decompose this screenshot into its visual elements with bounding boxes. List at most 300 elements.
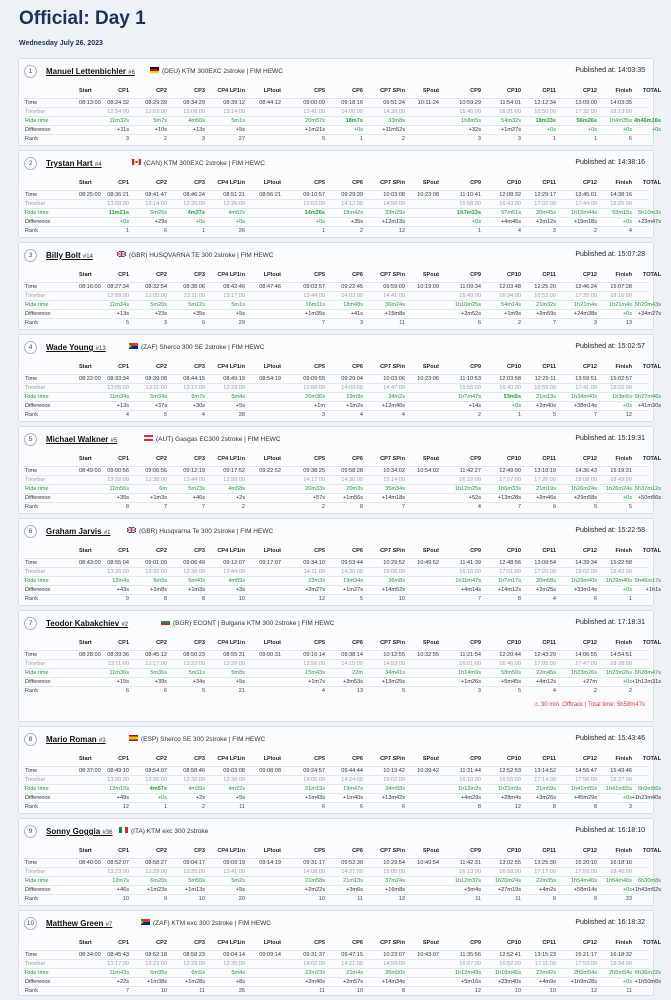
cell: 5m7s <box>153 118 167 124</box>
cell: 10:29:54 <box>383 860 405 866</box>
column-header: CP3 <box>194 272 205 278</box>
cell: 09:31:17 <box>303 860 325 866</box>
cell: 3 <box>321 412 325 418</box>
cell: +5s <box>235 679 245 685</box>
cell: 58m50s <box>501 670 521 676</box>
column-header: CP11 <box>542 272 556 278</box>
difference-row <box>19 218 661 226</box>
cell: 09:31:37 <box>303 952 325 958</box>
cell: 08:34:29 <box>183 100 205 106</box>
rider-name-link[interactable] <box>46 527 111 536</box>
cell: 6h9m56s <box>637 786 661 792</box>
cell: 11:31:44 <box>459 768 481 774</box>
cell: 17:02:00 <box>534 201 556 207</box>
cell: 13:41:00 <box>303 109 325 115</box>
cell: 09:52:30 <box>341 860 363 866</box>
rider-name-link[interactable] <box>46 619 128 628</box>
cell: 1 <box>125 228 129 234</box>
cell: +13s <box>192 127 205 133</box>
row-label: Ride time <box>25 118 49 124</box>
column-header: CP3 <box>194 940 205 946</box>
published-time: Published at: 15:02:57 <box>575 343 645 350</box>
cell: 5m20s <box>150 302 167 308</box>
cell: 3 <box>201 136 205 142</box>
column-header: CP9 <box>470 940 481 946</box>
column-header-row <box>19 87 661 95</box>
cell: +2m27s <box>304 587 325 593</box>
cell: 6 <box>628 136 632 142</box>
cell: 1 <box>552 136 556 142</box>
cell: 10:23:06 <box>417 376 439 382</box>
cell: 3 <box>359 320 363 326</box>
rider-name-link[interactable] <box>46 735 106 744</box>
cell: 4 <box>552 688 556 694</box>
cell: 15:21:17 <box>575 952 597 958</box>
cell: 5 <box>552 412 556 418</box>
cell: 11 <box>239 804 245 810</box>
cell: 7 <box>201 504 205 510</box>
column-header: TOTAL <box>642 848 661 854</box>
cell: +1m7s <box>308 679 325 685</box>
cell: 14:03:35 <box>610 100 632 106</box>
cell: 08:45:12 <box>145 652 167 658</box>
row-label: Rank <box>25 228 39 234</box>
row-label: Ride time <box>25 486 49 492</box>
cell: 13:15:23 <box>534 952 556 958</box>
cell: +49s <box>116 795 129 801</box>
cell: +1m9s <box>504 311 521 317</box>
rank-row <box>19 687 655 695</box>
cell: +1m40s <box>342 795 363 801</box>
cell: +2m46s <box>535 495 556 501</box>
cell: +19m18s <box>573 219 597 225</box>
cell: 20m58s <box>536 578 556 584</box>
cell: +5s <box>235 887 245 893</box>
cell: 12 <box>398 228 405 234</box>
cell: 1 <box>593 136 597 142</box>
cell: 09:17:07 <box>259 560 281 566</box>
cell: +0s <box>511 403 521 409</box>
cell: 18:43:00 <box>610 569 632 575</box>
published-time: Published at: 16:18:32 <box>575 919 645 926</box>
cell: 18:34:00 <box>610 961 632 967</box>
rider-bike: KTM exc 300 2stroke <box>146 828 209 835</box>
difference-row <box>19 586 661 594</box>
cell: 08:34:00 <box>79 952 101 958</box>
cell: 16:22:00 <box>459 477 481 483</box>
cell: 18m33s <box>535 118 556 124</box>
published-time: Published at: 15:19:31 <box>575 435 645 442</box>
cell: 16:01:00 <box>459 661 481 667</box>
start-number: #13 <box>95 346 106 352</box>
cell: 13:32:00 <box>107 477 129 483</box>
cell: 6m35s <box>150 970 167 976</box>
column-header: CP2 <box>156 88 167 94</box>
rider-name: Billy Bolt <box>46 251 81 260</box>
cell: 54m14s <box>501 302 521 308</box>
cell: 15:55:00 <box>459 385 481 391</box>
column-header: Finish <box>615 756 632 762</box>
row-label: Time <box>25 560 38 566</box>
row-label: Timebar <box>25 201 46 207</box>
cell: 6 <box>125 688 129 694</box>
cell: 21m58s <box>305 878 325 884</box>
cell: 36m8s <box>388 578 405 584</box>
rider-bike: ECONT | Bulgaria KTM 300 2stroke | FIM HEWC <box>193 620 335 627</box>
column-header: CP12 <box>583 272 597 278</box>
start-number: #7 <box>105 922 113 928</box>
cell: 17:01:00 <box>499 569 521 575</box>
cell: 14:24:00 <box>341 777 363 783</box>
cell: 12:25:11 <box>534 376 556 382</box>
cell: +13s <box>116 311 129 317</box>
cell: 11:42:27 <box>459 468 481 474</box>
column-header: CP3 <box>194 456 205 462</box>
column-header: CP10 <box>507 940 521 946</box>
cell: +52s <box>468 495 481 501</box>
column-header: CP10 <box>507 756 521 762</box>
row-label: Difference <box>25 679 51 685</box>
column-header: CP11 <box>542 364 556 370</box>
cell: 1h6m33s <box>497 486 521 492</box>
row-label: Rank <box>25 412 39 418</box>
column-header: CP3 <box>194 848 205 854</box>
column-header: CP12 <box>583 640 597 646</box>
cell: 09:00:31 <box>259 652 281 658</box>
cell: 17:53:00 <box>575 961 597 967</box>
column-header: CP4 LP1in <box>217 364 245 370</box>
column-header: CP12 <box>583 756 597 762</box>
cell: 15:46:00 <box>459 109 481 115</box>
cell: 08:40:00 <box>79 860 101 866</box>
column-header: CP3 <box>194 180 205 186</box>
column-header: CP10 <box>507 848 521 854</box>
cell: +27m <box>582 679 597 685</box>
cell: 5h10m3s <box>637 210 661 216</box>
column-header: CP5 <box>314 848 325 854</box>
cell: 11 <box>475 896 481 902</box>
cell: 08:44:12 <box>259 100 281 106</box>
cell: +37s <box>154 403 167 409</box>
cell: 17:44:00 <box>575 201 597 207</box>
cell: 13:35:00 <box>223 961 245 967</box>
time-row <box>19 467 655 475</box>
column-header: CP1 <box>118 456 129 462</box>
column-header: CP9 <box>470 640 481 646</box>
cell: 1h12m37s <box>454 878 481 884</box>
rider-name-link[interactable] <box>46 343 106 352</box>
cell: 4m37s <box>187 210 205 216</box>
rider-name: Graham Jarvis <box>46 527 102 536</box>
cell: +2m40s <box>535 403 556 409</box>
column-header: Start <box>79 88 92 94</box>
column-header: CP5 <box>314 364 325 370</box>
cell: 1h12m2s <box>457 786 481 792</box>
cell: 10 <box>238 596 245 602</box>
cell: 08:56:21 <box>259 192 281 198</box>
row-label: Rank <box>25 988 39 994</box>
rider-card <box>18 150 661 238</box>
cell: 21m4s <box>346 970 363 976</box>
row-label: Rank <box>25 504 39 510</box>
row-label: Time <box>25 860 38 866</box>
time-row <box>19 767 655 775</box>
flag-icon <box>127 527 136 533</box>
column-header: CP5 <box>314 940 325 946</box>
column-header: CP11 <box>542 180 556 186</box>
cell: 17:05:00 <box>534 661 556 667</box>
row-label: Time <box>25 952 38 958</box>
cell: +29m58s <box>573 495 597 501</box>
cell: 2 <box>163 136 167 142</box>
cell: 1h21m4s <box>573 302 597 308</box>
cell: 10:54:02 <box>417 468 439 474</box>
cell: 28 <box>238 412 245 418</box>
cell: +0s <box>587 127 597 133</box>
start-number: #5 <box>110 438 118 444</box>
cell: +2m46s <box>304 979 325 985</box>
cell: 3 <box>477 136 481 142</box>
rider-info <box>141 920 271 927</box>
cell: 08:32:54 <box>145 284 167 290</box>
column-header-row <box>19 847 661 855</box>
rider-country: (ITA) <box>131 828 145 835</box>
row-label: Timebar <box>25 661 46 667</box>
cell: 12 <box>590 988 597 994</box>
cell: 4 <box>125 412 129 418</box>
cell: 22m23s <box>305 970 325 976</box>
cell: 08:43:00 <box>79 560 101 566</box>
rider-name-link[interactable] <box>46 435 117 444</box>
column-header: CP7 SPin <box>380 640 405 646</box>
cell: 12:59:00 <box>107 293 129 299</box>
cell: 09:12:19 <box>183 468 205 474</box>
column-header: CP1 <box>118 548 129 554</box>
ride-time-row <box>19 301 661 309</box>
flag-icon <box>129 735 138 741</box>
cell: 14:12:00 <box>341 201 363 207</box>
column-header: CP11 <box>542 640 556 646</box>
cell: 15:43:46 <box>610 768 632 774</box>
cell: 6m5s <box>191 970 205 976</box>
cell: 10:34:02 <box>383 468 405 474</box>
cell: 08:29:39 <box>145 100 167 106</box>
cell: 15m43s <box>305 670 325 676</box>
rider-name-link[interactable] <box>46 67 135 76</box>
cell: 15:49:00 <box>459 293 481 299</box>
column-header: CP11 <box>542 88 556 94</box>
cell: 13:29:00 <box>223 661 245 667</box>
column-header: CP6 <box>352 272 363 278</box>
cell: 14:41:00 <box>383 293 405 299</box>
position-badge: 3 <box>24 249 37 262</box>
time-row <box>19 559 655 567</box>
cell: 5h27m46s <box>634 394 661 400</box>
page-date: Wednesday July 26. 2023 <box>19 40 103 47</box>
column-header: CP2 <box>156 272 167 278</box>
cell: 21m13s <box>536 394 556 400</box>
cell: 4 <box>628 228 632 234</box>
rider-bike: HUSQVARNA TE 300 2stroke | FIM HEWC <box>149 252 274 259</box>
cell: +0s <box>195 219 205 225</box>
cell: 10 <box>549 988 556 994</box>
cell: 09:58:28 <box>341 468 363 474</box>
cell: 2 <box>477 412 481 418</box>
column-header: Finish <box>615 640 632 646</box>
rider-name-link[interactable] <box>46 159 102 168</box>
cell: 6 <box>163 688 167 694</box>
cell: 12:29:17 <box>534 192 556 198</box>
cell: 11:09:34 <box>459 284 481 290</box>
cell: 34m2s <box>388 394 405 400</box>
cell: 08:51:21 <box>223 192 245 198</box>
flag-icon <box>129 343 138 349</box>
cell: +50m56s <box>637 495 661 501</box>
ride-time-row <box>19 577 661 585</box>
cell: 10 <box>356 988 363 994</box>
cell: 17:35:00 <box>575 293 597 299</box>
cell: 18:02:00 <box>575 569 597 575</box>
cell: +3m26s <box>535 795 556 801</box>
rider-name-link[interactable] <box>46 919 112 928</box>
cell: 4 <box>477 504 481 510</box>
cell: 17:11:00 <box>534 961 556 967</box>
cell: +29s <box>154 219 167 225</box>
cell: 5 <box>401 688 405 694</box>
cell: 2 <box>628 688 632 694</box>
cell: 5 <box>201 688 205 694</box>
column-header: CP4 LP1in <box>217 180 245 186</box>
rider-name-link[interactable] <box>46 251 93 260</box>
rider-name: Manuel Lettenbichler <box>46 67 127 76</box>
cell: +0s <box>622 403 632 409</box>
cell: 08:41:47 <box>145 192 167 198</box>
cell: 11 <box>515 896 521 902</box>
column-header: CP7 SPin <box>380 756 405 762</box>
row-label: Timebar <box>25 961 46 967</box>
column-header: Start <box>79 848 92 854</box>
row-label: Difference <box>25 979 51 985</box>
cell: 29 <box>238 320 245 326</box>
cell: 5m34s <box>150 394 167 400</box>
cell: +0s <box>651 127 661 133</box>
cell: 14:17:00 <box>303 477 325 483</box>
rider-info <box>150 68 283 75</box>
rider-name-link[interactable] <box>46 827 112 836</box>
column-header: CP3 <box>194 640 205 646</box>
cell: 1h12m49s <box>454 970 481 976</box>
cell: +0s <box>622 311 632 317</box>
cell: 14:36:00 <box>341 477 363 483</box>
cell: 12:52:41 <box>499 952 521 958</box>
cell: 5m40s <box>188 578 205 584</box>
cell: 14:11:00 <box>303 569 325 575</box>
cell: 11m56s <box>109 486 129 492</box>
cell: 10:03:06 <box>383 376 405 382</box>
column-header: CP1 <box>118 756 129 762</box>
column-header: CP2 <box>156 848 167 854</box>
cell: 20m3s <box>346 486 363 492</box>
cell: 15:05:00 <box>383 869 405 875</box>
column-header: CP3 <box>194 756 205 762</box>
cell: +4m29s <box>460 795 481 801</box>
cell: 1h14m9s <box>457 670 481 676</box>
column-header: CP2 <box>156 940 167 946</box>
cell: 3 <box>125 136 129 142</box>
rider-name: Mario Roman <box>46 735 97 744</box>
timebar-row <box>19 568 655 576</box>
cell: 16m11s <box>305 302 325 308</box>
row-label: Time <box>25 652 38 658</box>
cell: +13m42s <box>381 795 405 801</box>
cell: 13:11:00 <box>183 293 205 299</box>
cell: +34s <box>192 679 205 685</box>
column-header: CP3 <box>194 364 205 370</box>
cell: 18:13:00 <box>610 109 632 115</box>
cell: +35s <box>350 219 363 225</box>
cell: 14:47:00 <box>383 385 405 391</box>
column-header: CP10 <box>507 88 521 94</box>
column-header: CP6 <box>352 456 363 462</box>
cell: 6 <box>359 804 363 810</box>
cell: 14m36s <box>304 210 325 216</box>
cell: +1m38s <box>146 979 167 985</box>
cell: 7 <box>401 504 405 510</box>
cell: 21m32s <box>536 302 556 308</box>
column-header: CP7 SPin <box>380 548 405 554</box>
cell: 13:26:00 <box>145 777 167 783</box>
cell: 3 <box>517 136 521 142</box>
row-label: Ride time <box>25 970 49 976</box>
cell: 08:54:19 <box>259 376 281 382</box>
cell: 36m24s <box>385 302 405 308</box>
cell: 13:45:01 <box>575 192 597 198</box>
column-header: SPout <box>422 548 439 554</box>
cell: 16:10:00 <box>459 777 481 783</box>
cell: 12 <box>514 804 521 810</box>
cell: +43s <box>116 587 129 593</box>
row-label: Ride time <box>25 786 49 792</box>
cell: +0s <box>622 587 632 593</box>
ride-time-row <box>19 209 661 217</box>
cell: +1m3s <box>150 495 167 501</box>
cell: 5 <box>321 136 325 142</box>
rank-row <box>19 595 655 603</box>
cell: 1h26m24s <box>570 486 597 492</box>
cell: 13:38:00 <box>223 777 245 783</box>
cell: 56m26s <box>576 118 597 124</box>
cell: +4m9s <box>539 979 556 985</box>
row-label: Difference <box>25 795 51 801</box>
cell: +1m2s <box>346 403 363 409</box>
row-label: Timebar <box>25 869 46 875</box>
rider-card <box>18 58 661 146</box>
cell: 12 <box>122 804 129 810</box>
cell: 10:12:55 <box>383 652 405 658</box>
column-header: Start <box>79 756 92 762</box>
cell: 14:06:55 <box>575 652 597 658</box>
cell: 09:17:52 <box>223 468 245 474</box>
column-header: CP6 <box>352 88 363 94</box>
cell: 5m26s <box>150 210 167 216</box>
cell: +23s <box>154 311 167 317</box>
rider-info <box>129 344 264 351</box>
cell: 08:49:19 <box>223 376 245 382</box>
timebar-row <box>19 292 655 300</box>
cell: 21m19s <box>305 786 325 792</box>
row-label: Rank <box>25 804 39 810</box>
cell: 13:23:00 <box>223 385 245 391</box>
